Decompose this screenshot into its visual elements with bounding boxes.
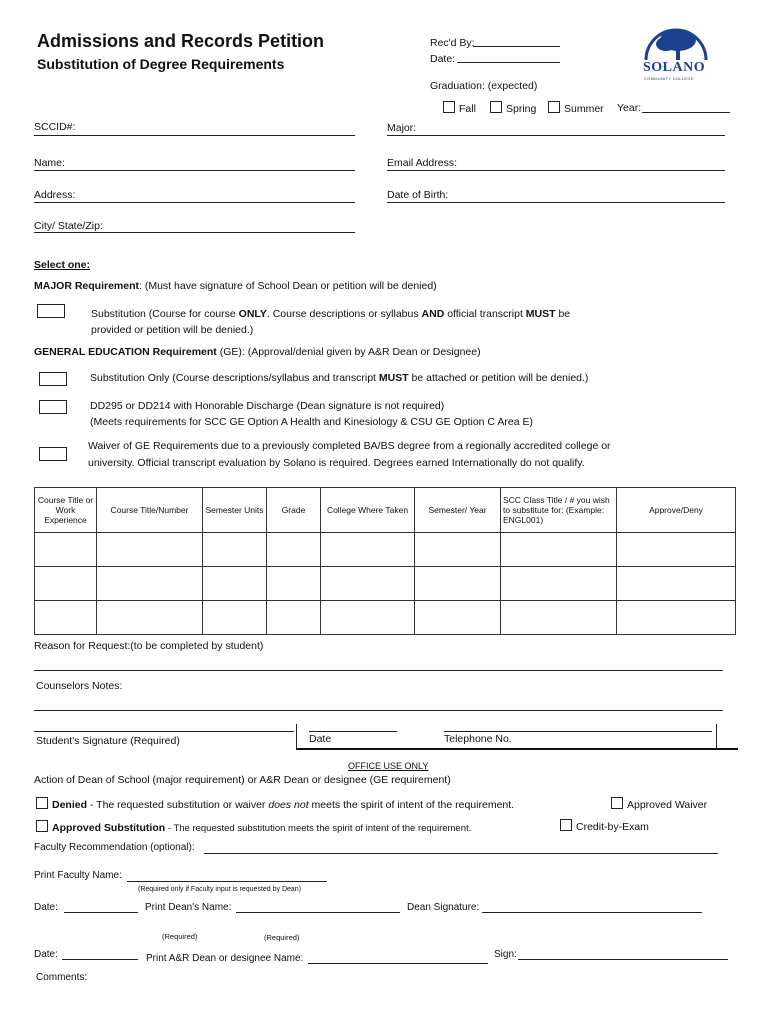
ge-waiver-checkbox[interactable]	[39, 447, 67, 461]
reason-label: Reason for Request:(to be completed by student)	[34, 640, 264, 652]
msub-line2: provided or petition will be denied.)	[91, 324, 254, 336]
col-header: Course Title/Number	[97, 488, 203, 533]
signature-block-border-right	[716, 724, 717, 748]
logo-subtitle: COMMUNITY COLLEGE	[644, 76, 694, 81]
term-summer[interactable]	[548, 101, 604, 115]
table-cell[interactable]	[203, 601, 267, 635]
city-label: City/ State/Zip:	[34, 220, 103, 232]
date-signature-field[interactable]	[309, 719, 397, 732]
denied-rest-b: meets the spirit of intent of the requirement.	[308, 799, 515, 811]
approved-waiver-checkbox[interactable]	[611, 797, 623, 809]
table-cell[interactable]	[97, 601, 203, 635]
ge3-line2: university. Official transcript evaluation by Solano is required. Degrees earned Internationally do not qualify.	[88, 457, 585, 469]
name-label: Name:	[34, 157, 65, 169]
term-spring[interactable]	[490, 101, 536, 115]
denied-label: Denied	[52, 799, 88, 811]
table-cell[interactable]	[321, 601, 415, 635]
ge1-c: be attached or petition will be denied.)	[408, 372, 589, 384]
col-header: Course Title or Work Experience	[35, 488, 97, 533]
table-cell[interactable]	[501, 601, 617, 635]
date-ar-label: Date:	[34, 949, 58, 960]
table-cell[interactable]	[267, 567, 321, 601]
ge1-b: MUST	[378, 372, 409, 384]
date-ar-field[interactable]	[62, 947, 138, 960]
msub-f: MUST	[525, 308, 556, 320]
counselor-notes-field[interactable]	[34, 700, 723, 711]
table-cell[interactable]	[321, 533, 415, 567]
table-cell[interactable]	[267, 533, 321, 567]
dd295-checkbox[interactable]	[39, 400, 67, 414]
spring-checkbox[interactable]	[490, 101, 502, 113]
recd-by-label: Rec'd By:	[430, 37, 475, 49]
print-faculty-field[interactable]	[127, 869, 327, 882]
col-header: SCC Class Title / # you wish to substitute for: (Example: ENGL001)	[501, 488, 617, 533]
year-field[interactable]	[642, 101, 730, 113]
col-header: Approve/Deny	[617, 488, 736, 533]
table-cell[interactable]	[35, 601, 97, 635]
table-cell[interactable]	[97, 533, 203, 567]
credit-by-exam-label: Credit-by-Exam	[576, 821, 649, 833]
ge1-a: Substitution Only (Course descriptions/syllabus and transcript	[90, 372, 379, 384]
date-dean-field[interactable]	[64, 900, 138, 913]
major-requirement-heading	[34, 280, 437, 292]
table-row	[35, 601, 736, 635]
table-cell[interactable]	[35, 533, 97, 567]
dean-signature-field[interactable]	[482, 900, 702, 913]
faculty-rec-field[interactable]	[204, 841, 718, 854]
ge-substitution-checkbox[interactable]	[39, 372, 67, 386]
print-dean-label: Print Dean's Name:	[145, 902, 232, 913]
print-ar-field[interactable]	[308, 951, 488, 964]
print-faculty-label: Print Faculty Name:	[34, 870, 122, 881]
denied-rest-a: - The requested substitution or waiver	[87, 799, 269, 811]
msub-a: Substitution (Course for course	[91, 308, 239, 320]
dd295-text	[90, 398, 533, 430]
msub-c: . Course descriptions or syllabus	[266, 308, 422, 320]
table-cell[interactable]	[501, 567, 617, 601]
date-label: Date:	[430, 53, 456, 65]
msub-b: ONLY	[238, 308, 267, 320]
approved-waiver-option[interactable]	[611, 797, 707, 811]
name-field[interactable]	[34, 157, 355, 171]
ge3-line1: Waiver of GE Requirements due to a previously completed BA/BS degree from a regionally accredited college or	[88, 440, 611, 452]
credit-by-exam-option[interactable]	[560, 819, 649, 833]
col-header: Semester/ Year	[415, 488, 501, 533]
required-note-1: (Required)	[162, 932, 198, 941]
table-cell[interactable]	[617, 567, 736, 601]
approved-substitution-option[interactable]	[36, 820, 471, 834]
major-req-rest: : (Must have signature of School Dean or petition will be denied)	[139, 280, 437, 292]
telephone-label: Telephone No.	[444, 733, 512, 745]
city-field[interactable]	[34, 219, 355, 233]
denied-checkbox[interactable]	[36, 797, 48, 809]
required-note-2: (Required)	[264, 933, 300, 942]
college-logo	[640, 20, 712, 82]
ge2-line1: DD295 or DD214 with Honorable Discharge (Dean signature is not required)	[90, 400, 445, 412]
comments-label: Comments:	[36, 972, 88, 983]
select-one-heading: Select one:	[34, 259, 91, 271]
approved-sub-label: Approved Substitution	[52, 822, 166, 834]
fall-label: Fall	[459, 103, 476, 115]
col-header: College Where Taken	[321, 488, 415, 533]
table-cell[interactable]	[267, 601, 321, 635]
msub-g: be	[555, 308, 571, 320]
graduation-label: Graduation: (expected)	[430, 80, 538, 92]
print-ar-label: Print A&R Dean or designee Name:	[146, 953, 304, 964]
denied-option[interactable]	[36, 797, 514, 811]
table-cell[interactable]	[617, 601, 736, 635]
sign-field[interactable]	[518, 947, 728, 960]
print-dean-field[interactable]	[236, 900, 400, 913]
page-subtitle: Substitution of Degree Requirements	[37, 56, 285, 72]
table-cell[interactable]	[97, 567, 203, 601]
telephone-field[interactable]	[444, 719, 712, 732]
spring-label: Spring	[506, 103, 537, 115]
reason-field[interactable]	[34, 660, 723, 671]
table-cell[interactable]	[415, 533, 501, 567]
address-field[interactable]	[34, 189, 355, 203]
signature-block-border	[296, 724, 297, 748]
sccid-label: SCCID#:	[34, 121, 76, 133]
email-field[interactable]	[387, 157, 725, 171]
table-row	[35, 567, 736, 601]
table-cell[interactable]	[35, 567, 97, 601]
approved-waiver-label: Approved Waiver	[627, 799, 708, 811]
year-label: Year:	[617, 102, 642, 114]
msub-d: AND	[421, 308, 445, 320]
address-label: Address:	[34, 189, 76, 201]
term-fall[interactable]	[443, 101, 476, 115]
table-cell[interactable]	[203, 533, 267, 567]
fall-checkbox[interactable]	[443, 101, 455, 113]
table-cell[interactable]	[415, 567, 501, 601]
dean-signature-label: Dean Signature:	[407, 902, 480, 913]
ge-waiver-text	[88, 438, 611, 472]
sign-label: Sign:	[494, 949, 517, 960]
course-table	[34, 487, 736, 635]
ge-rest: (GE): (Approval/denial given by A&R Dean or Designee)	[216, 346, 481, 358]
table-cell[interactable]	[617, 533, 736, 567]
counselor-notes-label: Counselors Notes:	[36, 680, 123, 692]
major-label: Major:	[387, 122, 417, 134]
major-substitution-text	[91, 306, 570, 338]
student-signature-label: Student's Signature (Required)	[36, 735, 180, 747]
summer-checkbox[interactable]	[548, 101, 560, 113]
ge-substitution-text	[90, 372, 588, 384]
required-if-faculty-note: (Required only if Faculty input is requested by Dean)	[138, 886, 302, 893]
logo-name: SOLANO	[643, 60, 706, 75]
dob-label: Date of Birth:	[387, 189, 449, 201]
approved-sub-rest: - The requested substitution meets the spirit of intent of the requirement.	[165, 823, 472, 834]
table-row	[35, 533, 736, 567]
ge2-line2: (Meets requirements for SCC GE Option A Health and Kinesiology & CSU GE Option C Area E)	[90, 416, 533, 428]
sccid-field[interactable]	[34, 122, 355, 136]
table-header-row	[35, 488, 736, 533]
major-req-bold: MAJOR Requirement	[34, 280, 140, 292]
msub-e: official transcript	[444, 308, 526, 320]
denied-italic: does not	[268, 799, 309, 811]
summer-label: Summer	[564, 103, 604, 115]
office-use-heading: OFFICE USE ONLY	[348, 761, 429, 771]
tree-icon	[640, 20, 712, 64]
date-dean-label: Date:	[34, 902, 58, 913]
approved-sub-checkbox[interactable]	[36, 820, 48, 832]
faculty-rec-label: Faculty Recommendation (optional):	[34, 842, 195, 853]
page-title: Admissions and Records Petition	[37, 31, 325, 51]
dob-field[interactable]	[387, 189, 725, 203]
email-label: Email Address:	[387, 157, 458, 169]
major-field[interactable]	[387, 122, 725, 136]
date-field[interactable]	[457, 52, 560, 63]
ge-requirement-heading	[34, 346, 481, 358]
student-signature-field[interactable]	[34, 719, 294, 732]
date-sig-label: Date	[309, 733, 332, 745]
action-text: Action of Dean of School (major requirement) or A&R Dean or designee (GE requirement)	[34, 774, 451, 786]
credit-by-exam-checkbox[interactable]	[560, 819, 572, 831]
table-cell[interactable]	[203, 567, 267, 601]
table-cell[interactable]	[415, 601, 501, 635]
ge-bold: GENERAL EDUCATION Requirement	[34, 346, 217, 358]
col-header: Semester Units	[203, 488, 267, 533]
table-cell[interactable]	[321, 567, 415, 601]
table-cell[interactable]	[501, 533, 617, 567]
recd-by-field[interactable]	[473, 36, 560, 47]
col-header: Grade	[267, 488, 321, 533]
major-substitution-checkbox[interactable]	[37, 304, 65, 318]
divider	[296, 748, 738, 750]
